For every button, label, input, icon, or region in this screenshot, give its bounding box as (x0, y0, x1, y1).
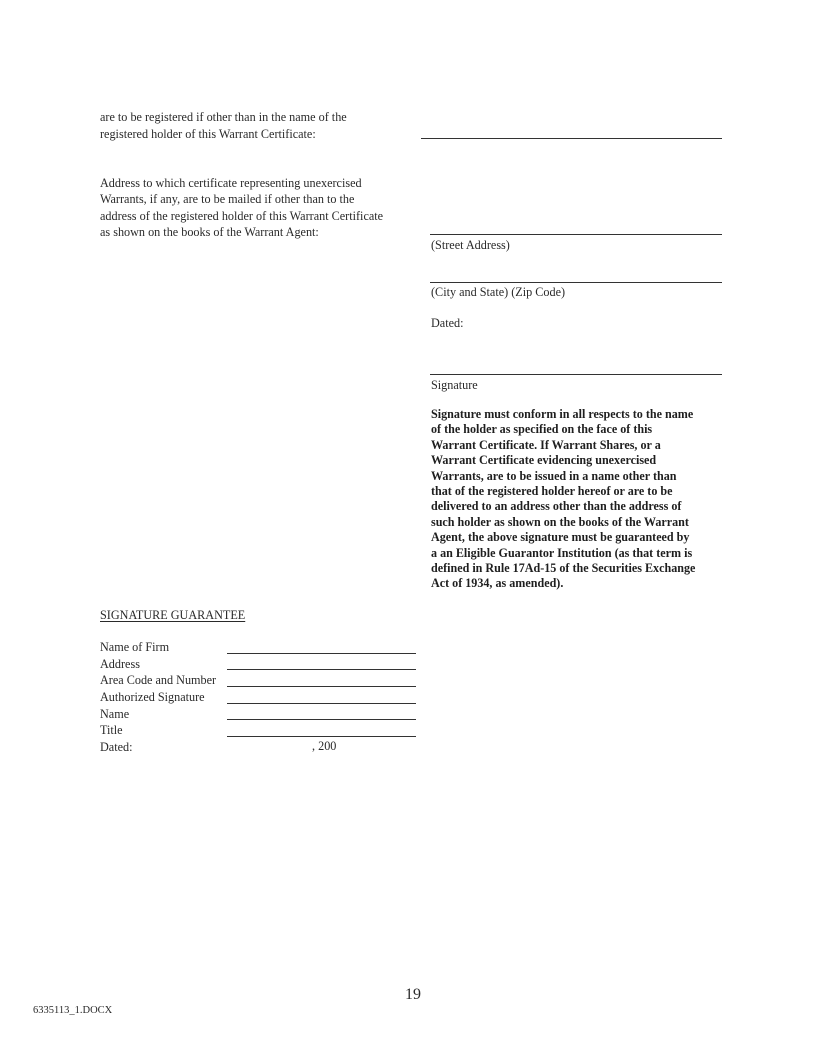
registered-name-field-line[interactable] (421, 138, 722, 139)
address-field-line[interactable] (227, 669, 416, 670)
signature-guarantee-heading: SIGNATURE GUARANTEE (100, 608, 246, 622)
notice-line: Warrant Certificate evidencing unexercised (431, 453, 657, 468)
signature-label: Signature (431, 378, 478, 392)
notice-line: Warrant Certificate. If Warrant Shares, or a (431, 437, 661, 452)
text-line: address of the registered holder of this Warrant Certificate (100, 208, 384, 223)
text-line: registered holder of this Warrant Certificate: (100, 126, 316, 141)
text-line: are to be registered if other than in the name of the (100, 110, 347, 124)
guarantee-dated-label: Dated: (100, 740, 133, 754)
city-state-zip-label: (City and State) (Zip Code) (431, 285, 566, 299)
city-state-zip-field-line[interactable] (430, 282, 722, 283)
signature-field-line[interactable] (430, 374, 722, 375)
street-address-field-line[interactable] (430, 234, 722, 235)
text-line: Warrants, if any, are to be mailed if other than to the (100, 192, 355, 207)
registered-name-instruction (100, 109, 347, 142)
field-label-name: Name (100, 707, 130, 721)
field-label-title: Title (100, 723, 123, 737)
signature-notice (431, 407, 731, 592)
field-label-name-of-firm: Name of Firm (100, 640, 170, 654)
title-field-line[interactable] (227, 736, 416, 737)
text-line: Address to which certificate representing unexercised (100, 176, 362, 190)
name-field-line[interactable] (227, 719, 416, 720)
notice-line: that of the registered holder hereof or are to be (431, 484, 673, 499)
street-address-label: (Street Address) (431, 238, 510, 252)
notice-line: Warrants, are to be issued in a name other than (431, 468, 677, 483)
mailing-address-instruction (100, 175, 383, 240)
notice-line: Agent, the above signature must be guaranteed by (431, 530, 690, 545)
name-of-firm-field-line[interactable] (227, 653, 416, 654)
area-code-field-line[interactable] (227, 686, 416, 687)
notice-line: defined in Rule 17Ad-15 of the Securities Exchange (431, 561, 696, 576)
notice-line: Signature must conform in all respects to the name (431, 407, 694, 421)
text-line: as shown on the books of the Warrant Agent: (100, 224, 319, 239)
document-id: 6335113_1.DOCX (33, 1005, 113, 1016)
notice-line: delivered to an address other than the address of (431, 499, 682, 514)
field-label-area-code-and-number: Area Code and Number (100, 673, 217, 687)
guarantee-year-suffix: , 200 (312, 739, 337, 753)
authorized-signature-field-line[interactable] (227, 703, 416, 704)
field-label-address: Address (100, 657, 140, 671)
dated-label: Dated: (431, 316, 464, 330)
page-number: 19 (405, 986, 421, 1003)
notice-line: such holder as shown on the books of the Warrant (431, 514, 689, 529)
notice-line: of the holder as specified on the face of this (431, 422, 653, 437)
field-label-authorized-signature: Authorized Signature (100, 690, 205, 704)
notice-line: Act of 1934, as amended). (431, 576, 564, 591)
notice-line: a an Eligible Guarantor Institution (as that term is (431, 545, 693, 560)
